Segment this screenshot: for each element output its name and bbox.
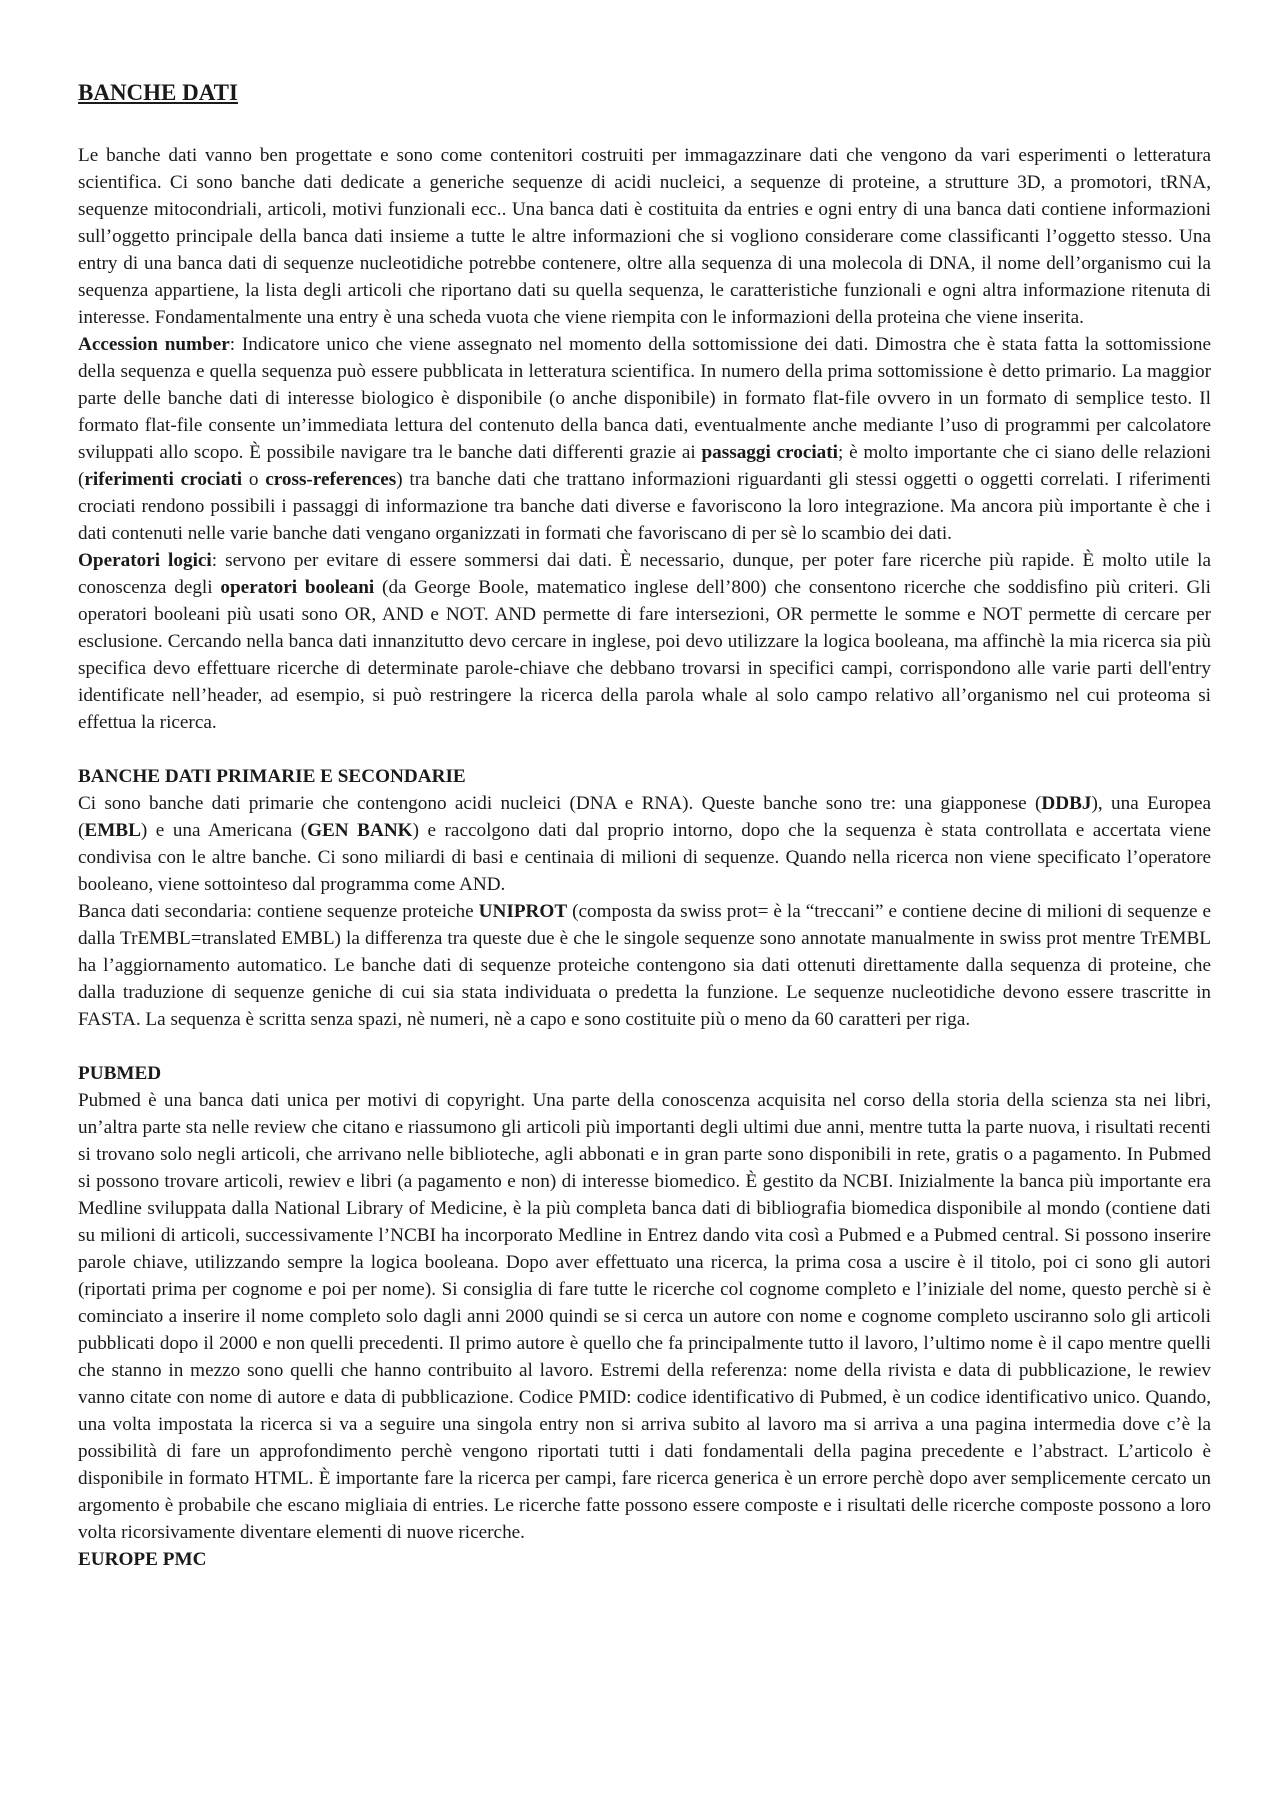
primary-bold-embl: EMBL (84, 820, 141, 841)
section-gap (78, 736, 1211, 763)
document-page (78, 78, 1211, 1573)
intro-paragraph (78, 142, 1211, 331)
accession-text-4: ) tra banche dati che trattano informazioni riguardanti gli stessi oggetti o oggetti correlati. I riferimenti crociati rendono possibili i passaggi di informazione tra banche dati diverse e favoriscono la loro integrazione. Ma ancora più importante è che i dati contenuti nelle varie banche dati vengano organizzati in formati che favoriscano di per sè lo scambio dei dati. (78, 469, 1212, 544)
accession-text-3: o (242, 469, 266, 490)
primary-text-2: ), una Europea ( (78, 793, 1211, 841)
operators-text-2: (da George Boole, matematico inglese dell’800) che consentono ricerche che soddisfino più criteri. Gli operatori booleani più usati sono OR, AND e NOT. AND permette di fare intersezioni, OR permette le somme e NOT permette di cercare per esclusione. Cercando nella banca dati innanzitutto devo cercare in inglese, poi devo utilizzare la logica booleana, ma affinchè la mia ricerca sia più specifica devo effettuare ricerche di determinate parole-chiave che debbano trovarsi in specifici campi, corrispondono alle varie parti dell'entry identificate nell’header, ad esempio, si può restringere la ricerca della parola whale al solo campo relativo all’organismo nel cui proteoma si effettua la ricerca. (78, 577, 1211, 733)
primary-paragraph (78, 790, 1211, 898)
accession-paragraph (78, 331, 1211, 547)
primary-text-3: ) e una Americana ( (140, 820, 308, 841)
operators-label: Operatori logici (78, 550, 212, 571)
secondary-bold-uniprot: UNIPROT (478, 901, 568, 922)
primary-secondary-heading: BANCHE DATI PRIMARIE E SECONDARIE (78, 766, 466, 787)
operators-text-1: : servono per evitare di essere sommersi dai dati. È necessario, dunque, per poter fare ricerche più rapide. È molto utile la conoscenza degli (78, 550, 1212, 598)
accession-bold-3: cross-references (265, 469, 397, 490)
secondary-paragraph (78, 898, 1211, 1033)
pubmed-paragraph: Pubmed è una banca dati unica per motivi di copyright. Una parte della conoscenza acquisita nel corso della storia della scienza sta nei libri, un’altra parte sta nelle review che citano e riassumono gli articoli più importanti degli ultimi due anni, mentre tutta la parte nuova, i risultati recenti si trovano solo negli articoli, che arrivano nelle biblioteche, agli abbonati e in gran parte sono disponibili in rete, gratis o a pagamento. In Pubmed si possono trovare articoli, rewiev e libri (a pagamento e non) di interesse biomedico. È gestito da NCBI. Inizialmente la banca più importante era Medline sviluppata dalla National Library of Medicine, è la più completa banca dati di bibliografia biomedica disponibile al mondo (contiene dati su milioni di articoli, successivamente l’NCBI ha incorporato Medline in Entrez dando vita così a Pubmed e a Pubmed central. Si possono inserire parole chiave, utilizzando sempre la logica booleana. Dopo aver effettuato una ricerca, la prima cosa a uscire è il titolo, poi ci sono gli autori (riportati prima per cognome e poi per nome). Si consiglia di fare tutte le ricerche col cognome completo e l’iniziale del nome, questo perchè si è cominciato a inserire il nome completo solo dagli anni 2000 quindi se si cerca un autore con nome e cognome completo usciranno solo gli articoli pubblicati dopo il 2000 e non quelli precedenti. Il primo autore è quello che fa principalmente tutto il lavoro, l’ultimo nome è il capo mentre quelli che stanno in mezzo sono quelli che hanno contribuito al lavoro. Estremi della referenza: nome della rivista e data di pubblicazione, le rewiev vanno citate con nome di autore e data di pubblicazione. Codice PMID: codice identificativo di Pubmed, è un codice identificativo unico. Quando, una volta impostata la ricerca si va a seguire una singola entry non si arriva subito al lavoro ma si arriva a una pagina intermedia dove c’è la possibilità di fare un approfondimento perchè vengono riportati tutti i dati fondamentali della pagina precedente e l’abstract. L’articolo è disponibile in formato HTML. È importante fare la ricerca per campi, fare ricerca generica è un errore perchè dopo aver semplicemente cercato un argomento è probabile che escano migliaia di entries. Le ricerche fatte possono essere composte e i risultati delle ricerche composte possono a loro volta ricorsivamente diventare elementi di nuove ricerche. (78, 1090, 1211, 1543)
primary-bold-ddbj: DDBJ (1041, 793, 1092, 814)
accession-bold-2: riferimenti crociati (84, 469, 243, 490)
accession-label: Accession number (78, 334, 230, 355)
intro-text: Le banche dati vanno ben progettate e sono come contenitori costruiti per immagazzinare dati che vengono da vari esperimenti o letteratura scientifica. Ci sono banche dati dedicate a generiche sequenze di acidi nucleici, a sequenze di proteine, a strutture 3D, a promotori, tRNA, sequenze mitocondriali, articoli, motivi funzionali ecc.. Una banca dati è costituita da entries e ogni entry di una banca dati contiene informazioni sull’oggetto principale della banca dati insieme a tutte le altre informazioni che si vogliono considerare come classificanti l’oggetto stesso. Una entry di una banca dati di sequenze nucleotidiche potrebbe contenere, oltre alla sequenza di una molecola di DNA, il nome dell’organismo cui la sequenza appartiene, la lista degli articoli che riportano dati su quella sequenza, le caratteristiche funzionali e ogni altra informazione ritenuta di interesse. Fondamentalmente una entry è una scheda vuota che viene riempita con le informazioni della proteina che viene inserita. (78, 145, 1211, 328)
primary-text-4: ) e raccolgono dati dal proprio intorno, dopo che la sequenza è stata controllata e accertata viene condivisa con le altre banche. Ci sono miliardi di basi e centinaia di milioni di sequenze. Quando nella ricerca non viene specificato l’operatore booleano, viene sottointeso dal programma come AND. (78, 820, 1212, 895)
europe-pmc-heading: EUROPE PMC (78, 1549, 207, 1570)
accession-bold-1: passaggi crociati (701, 442, 838, 463)
accession-text-2: ; è molto importante che ci siano delle relazioni ( (78, 442, 1211, 490)
operators-bold-1: operatori booleani (220, 577, 375, 598)
page-title: BANCHE DATI (78, 80, 238, 105)
secondary-text-2: (composta da swiss prot= è la “treccani” e contiene decine di milioni di sequenze e dalla TrEMBL=translated EMBL) la differenza tra queste due è che le singole sequenze sono annotate manualmente in swiss prot mentre TrEMBL ha l’aggiornamento automatico. Le banche dati di sequenze proteiche contengono sia dati ottenuti direttamente dalla sequenza di proteine, che dalla traduzione di sequenze geniche di cui sia stata individuata o predetta la funzione. Le sequenze nucleotidiche devono essere trascritte in FASTA. La sequenza è scritta senza spazi, nè numeri, nè a capo e sono costituite più o meno da 60 caratteri per riga. (78, 901, 1212, 1030)
section-gap (78, 1033, 1211, 1060)
primary-text-1: Ci sono banche dati primarie che contengono acidi nucleici (DNA e RNA). Queste banche sono tre: una giapponese ( (78, 793, 1042, 814)
operators-paragraph (78, 547, 1211, 736)
accession-text-1: : Indicatore unico che viene assegnato nel momento della sottomissione dei dati. Dimostra che è stata fatta la sottomissione della sequenza e quella sequenza può essere pubblicata in letteratura scientifica. In numero della prima sottomissione è detto primario. La maggior parte delle banche dati di interesse biologico è disponibile (o anche disponibile) in formato flat-file ovvero in un formato di semplice testo. Il formato flat-file consente un’immediata lettura del contenuto della banca dati, eventualmente anche mediante l’uso di programmi per calcolatore sviluppati allo scopo. È possibile navigare tra le banche dati differenti grazie ai (78, 334, 1211, 463)
primary-bold-genbank: GEN BANK (307, 820, 413, 841)
secondary-text-1: Banca dati secondaria: contiene sequenze proteiche (78, 901, 479, 922)
pubmed-heading: PUBMED (78, 1063, 162, 1084)
